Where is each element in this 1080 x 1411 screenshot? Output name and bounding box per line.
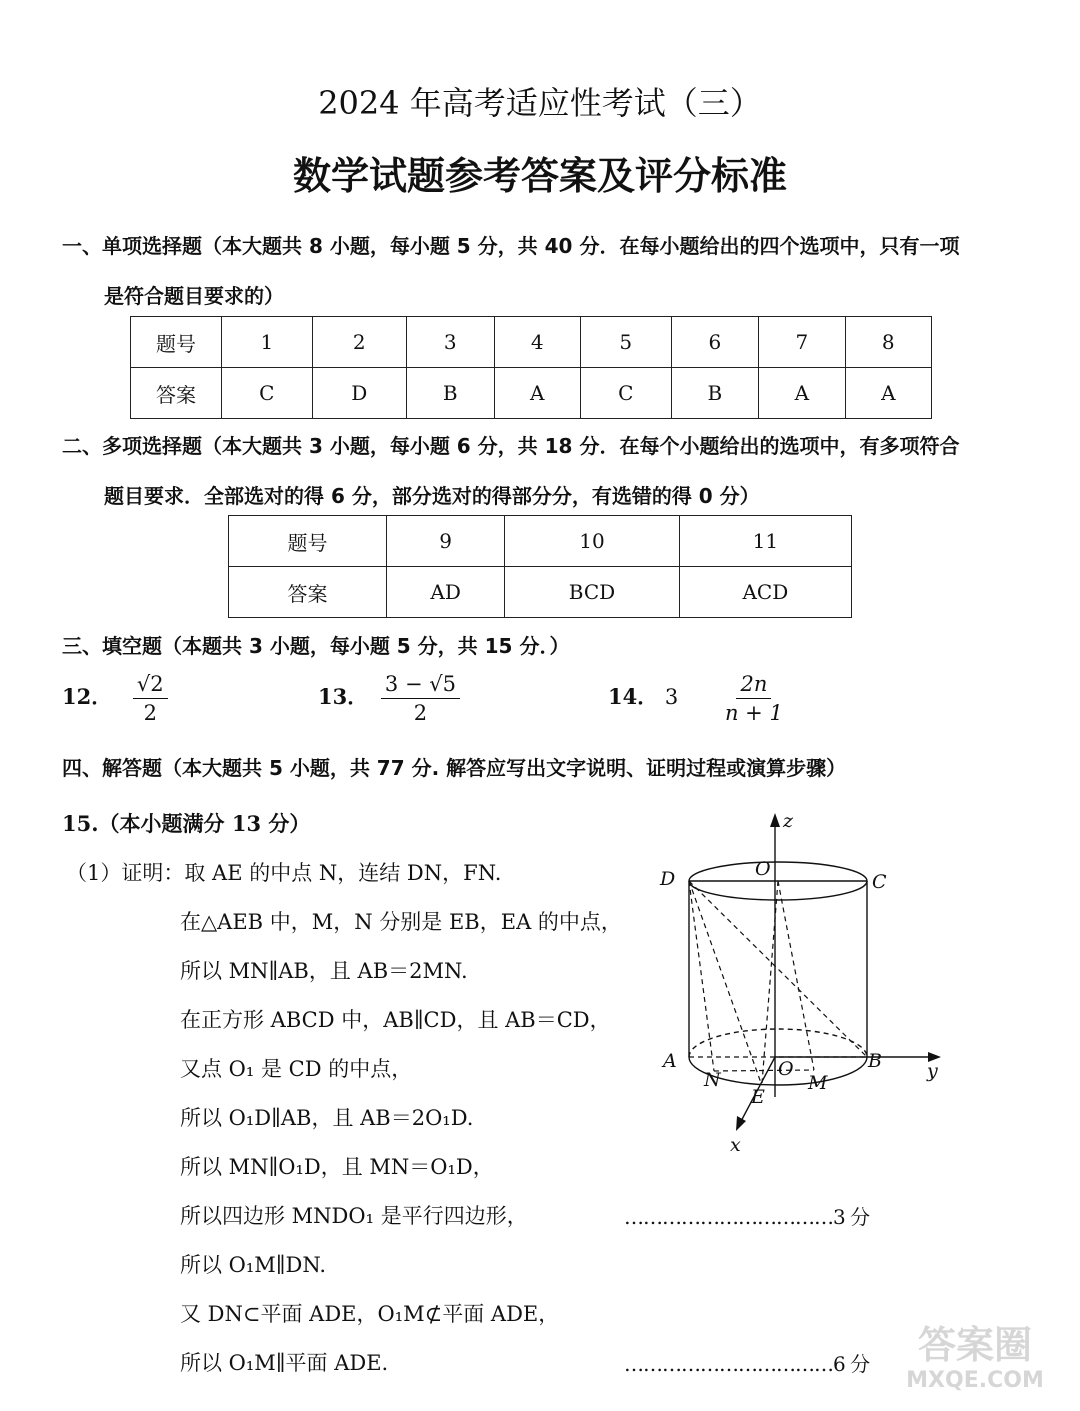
answer-cell: D [312, 368, 406, 419]
proof-line-7: 所以 MN∥O₁D，且 MN＝O₁D， [180, 1155, 494, 1179]
answer-cell: C [222, 368, 313, 419]
dashed-DB [689, 881, 867, 1057]
answer-13 [318, 672, 460, 725]
label-O: O [778, 1058, 794, 1080]
question-number: 1 [222, 317, 313, 368]
label-E: E [751, 1086, 765, 1108]
row-label: 答案 [131, 368, 222, 419]
question-number: 3 [406, 317, 494, 368]
z-arrowhead [770, 813, 780, 827]
proof-line-8: 所以四边形 MNDO₁ 是平行四边形， [180, 1204, 528, 1228]
question-number: 7 [759, 317, 845, 368]
question-15-title: 15.（本小题满分 13 分） [62, 811, 311, 836]
bottom-ellipse-back [689, 1029, 867, 1057]
answer-12 [62, 672, 168, 725]
table-row-answers [229, 567, 852, 618]
document-subtitle: 数学试题参考答案及评分标准 [292, 154, 787, 198]
section2-heading-line1: 二、多项选择题（本大题共 3 小题，每小题 6 分，共 18 分．在每个小题给出的选项中，有多项符合 [62, 434, 960, 458]
answer-14 [608, 672, 783, 725]
answer-14-first: 3 [664, 685, 679, 709]
single-choice-answer-table [130, 316, 932, 419]
question-number: 5 [580, 317, 671, 368]
proof-line-9: 所以 O₁M∥DN. [180, 1253, 327, 1277]
question-number: 6 [671, 317, 759, 368]
label-N: N [704, 1069, 721, 1091]
answer-12-label: 12． [62, 684, 113, 709]
proof-line-4: 在正方形 ABCD 中，AB∥CD，且 AB＝CD， [180, 1008, 611, 1032]
cylinder-figure [640, 805, 960, 1160]
answer-cell: A [845, 368, 931, 419]
answer-13-label: 13． [318, 684, 369, 709]
dashed-NM [714, 1070, 814, 1071]
label-O1: O [755, 858, 771, 880]
answer-cell: A [494, 368, 580, 419]
question-number: 9 [387, 516, 505, 567]
question-number: 8 [845, 317, 931, 368]
section4-heading: 四、解答题（本大题共 5 小题，共 77 分. 解答应写出文字说明、证明过程或演算步骤） [62, 756, 847, 780]
fraction-numerator: √2 [133, 672, 168, 699]
label-A: A [663, 1050, 677, 1072]
proof-line-10: 又 DN⊂平面 ADE，O₁M⊄平面 ADE， [180, 1302, 560, 1326]
row-label: 题号 [131, 317, 222, 368]
table-row-numbers [131, 317, 932, 368]
dashed-O1M [778, 881, 814, 1070]
fraction-denominator: n + 1 [724, 701, 783, 725]
watermark-text: 答案圈 [917, 1323, 1032, 1367]
fraction-denominator: 2 [413, 701, 428, 725]
row-label: 答案 [229, 567, 387, 618]
question-number: 4 [494, 317, 580, 368]
answer-cell: ACD [679, 567, 851, 618]
label-B: B [868, 1050, 882, 1072]
label-y: y [927, 1060, 938, 1082]
answer-12-fraction [133, 672, 168, 725]
question-number: 2 [312, 317, 406, 368]
x-arrowhead [736, 1116, 746, 1131]
label-D: D [660, 868, 676, 890]
score-mark-3: ……………………………3 分 [624, 1205, 870, 1229]
section3-heading: 三、填空题（本题共 3 小题，每小题 5 分，共 15 分．） [62, 634, 570, 658]
proof-line-3: 所以 MN∥AB，且 AB＝2MN. [180, 959, 468, 983]
proof-line-6: 所以 O₁D∥AB，且 AB＝2O₁D. [180, 1106, 474, 1130]
proof-line-5: 又点 O₁ 是 CD 的中点， [180, 1057, 413, 1081]
question-number: 11 [679, 516, 851, 567]
document-title: 2024 年高考适应性考试（三） [318, 84, 762, 122]
label-C: C [872, 871, 887, 893]
score-mark-6: ……………………………6 分 [624, 1352, 870, 1376]
dashed-DE [689, 881, 761, 1083]
proof-line-11: 所以 O₁M∥平面 ADE. [180, 1351, 389, 1375]
proof-line-1: （1）证明：取 AE 的中点 N，连结 DN，FN. [66, 861, 502, 885]
table-row-answers [131, 368, 932, 419]
answer-cell: A [759, 368, 845, 419]
fraction-denominator: 2 [143, 701, 157, 725]
label-z: z [783, 810, 794, 832]
fraction-numerator: 3 − √5 [381, 672, 460, 699]
answer-cell: B [406, 368, 494, 419]
fraction-numerator: 2n [736, 672, 771, 699]
answer-cell: BCD [505, 567, 679, 618]
watermark-logo [880, 1322, 1070, 1402]
answer-cell: AD [387, 567, 505, 618]
watermark-url: MXQE.COM [906, 1368, 1044, 1393]
answer-14-fraction [725, 672, 783, 725]
answer-13-fraction [381, 672, 460, 725]
section2-heading-line2: 题目要求．全部选对的得 6 分，部分选对的得部分分，有选错的得 0 分） [104, 484, 760, 508]
label-x: x [730, 1134, 741, 1156]
question-number: 10 [505, 516, 679, 567]
proof-line-2: 在△AEB 中，M，N 分别是 EB，EA 的中点， [180, 910, 622, 934]
multiple-choice-answer-table [228, 515, 852, 618]
section1-heading-line1: 一、单项选择题（本大题共 8 小题，每小题 5 分，共 40 分．在每小题给出的四个选项中，只有一项 [62, 234, 960, 258]
answer-cell: C [580, 368, 671, 419]
table-row-numbers [229, 516, 852, 567]
answer-14-label: 14． [608, 684, 659, 709]
answer-cell: B [671, 368, 759, 419]
row-label: 题号 [229, 516, 387, 567]
label-M: M [808, 1072, 828, 1094]
section1-heading-line2: 是符合题目要求的） [104, 284, 284, 308]
